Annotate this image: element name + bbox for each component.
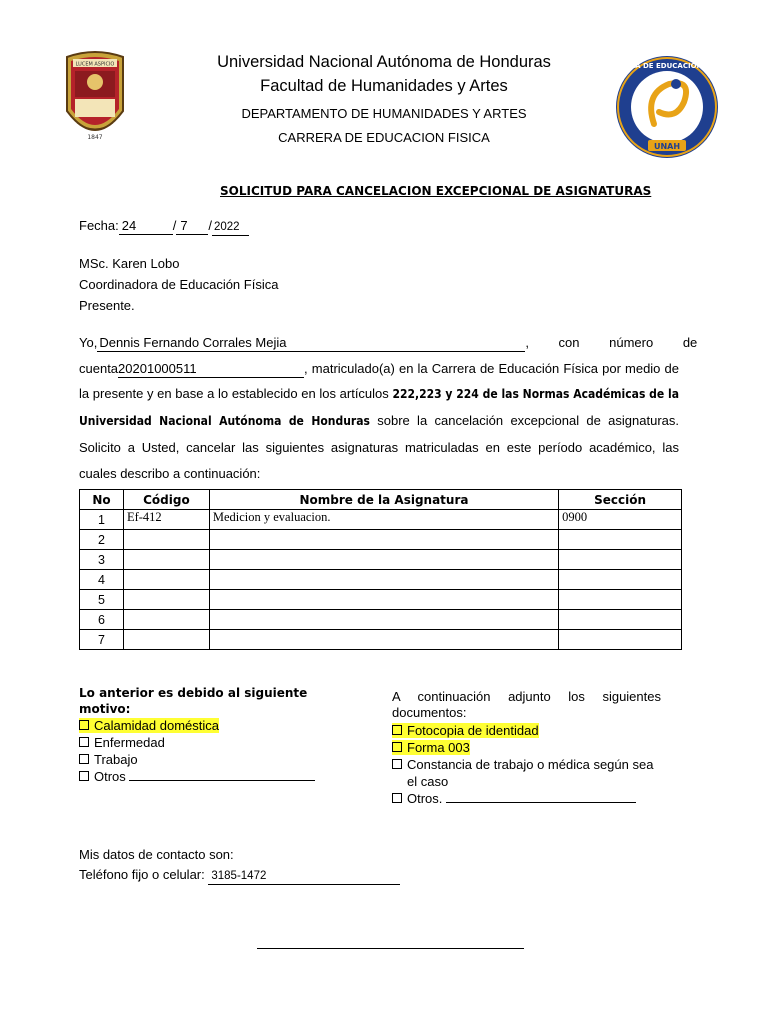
date-label: Fecha: <box>79 218 119 233</box>
nombre-cell[interactable] <box>209 590 558 610</box>
svg-text:LUCEM ASPICIO: LUCEM ASPICIO <box>75 61 115 68</box>
account-text <box>79 356 679 487</box>
contact-heading: Mis datos de contacto son: <box>79 847 234 862</box>
student-line <box>79 330 698 356</box>
codigo-cell[interactable] <box>123 550 209 570</box>
codigo-cell[interactable] <box>123 610 209 630</box>
date-month-field[interactable]: 7 <box>176 218 208 235</box>
phone-label: Teléfono fijo o celular: <box>79 867 205 882</box>
table-row <box>80 510 682 530</box>
department-name: DEPARTAMENTO DE HUMANIDADES Y ARTES <box>241 106 527 121</box>
row-number: 3 <box>80 550 124 570</box>
date-year-field[interactable]: 2022 <box>212 219 249 236</box>
seccion-cell[interactable] <box>559 550 682 570</box>
reasons-section <box>79 685 319 785</box>
row-number: 1 <box>80 510 124 530</box>
seccion-cell[interactable] <box>559 630 682 650</box>
codigo-cell[interactable] <box>123 630 209 650</box>
career-name: CARRERA DE EDUCACION FISICA <box>278 130 490 145</box>
checkbox-icon[interactable] <box>79 737 89 747</box>
cuenta-label: cuenta <box>79 360 119 376</box>
doc-option-constancia[interactable]: Constancia de trabajo o médica según sea <box>392 756 661 773</box>
row-number: 7 <box>80 630 124 650</box>
account-number-field[interactable]: 20201000511 <box>118 361 304 378</box>
header-seccion: Sección <box>559 490 682 510</box>
nombre-cell[interactable] <box>209 570 558 590</box>
date-day-field[interactable]: 24 <box>119 218 173 235</box>
seccion-cell[interactable] <box>559 570 682 590</box>
reason-option-otros[interactable]: Otros <box>79 768 319 785</box>
paragraph-text-1: , matriculado(a) en la Carrera de Educación Física por medio de la presente y en base a lo establecido en los artículos <box>79 360 679 402</box>
form-title: SOLICITUD PARA CANCELACION EXCEPCIONAL DE ASIGNATURAS <box>220 184 652 198</box>
row-number: 5 <box>80 590 124 610</box>
paragraph-bold-articles: 222,223 y 224 de las Normas Académicas de la Universidad Nacional Autónoma de Honduras <box>79 387 680 429</box>
table-row <box>80 610 682 630</box>
faculty-name: Facultad de Humanidades y Artes <box>260 77 508 95</box>
svg-text:1847: 1847 <box>87 134 103 141</box>
phone-field[interactable]: 3185-1472 <box>208 868 400 885</box>
header-no: No <box>80 490 124 510</box>
codigo-cell[interactable] <box>123 590 209 610</box>
checkbox-icon[interactable] <box>79 720 89 730</box>
table-row <box>80 630 682 650</box>
doc-option-identidad[interactable]: Fotocopia de identidad <box>392 722 661 739</box>
doc-option-otros[interactable]: Otros. <box>392 790 661 807</box>
table-header-row <box>80 490 682 510</box>
paragraph-text-2: sobre la cancelación excepcional de asignaturas. Solicito a Usted, cancelar las siguientes asignaturas matriculadas en este período académico, las cuales describo a continuación: <box>79 413 679 481</box>
recipient-name: MSc. Karen Lobo <box>79 256 180 271</box>
doc-option-constancia-cont: el caso <box>407 774 449 789</box>
row-number: 2 <box>80 530 124 550</box>
table-row <box>80 590 682 610</box>
codigo-cell[interactable]: Ef-412 <box>123 510 209 530</box>
nombre-cell[interactable] <box>209 610 558 630</box>
date-line <box>79 218 249 236</box>
header-codigo: Código <box>123 490 209 510</box>
nombre-cell[interactable] <box>209 550 558 570</box>
reason-option-calamidad[interactable]: Calamidad doméstica <box>79 717 319 734</box>
codigo-cell[interactable] <box>123 570 209 590</box>
con-numero-text: , con número de <box>525 335 698 350</box>
signature-line[interactable] <box>257 948 524 949</box>
student-name-field[interactable]: Dennis Fernando Corrales Mejia <box>97 335 525 352</box>
nombre-cell[interactable]: Medicion y evaluacion. <box>209 510 558 530</box>
request-paragraph <box>79 330 698 486</box>
reason-option-trabajo[interactable]: Trabajo <box>79 751 319 768</box>
checkbox-icon[interactable] <box>392 793 402 803</box>
recipient-closing: Presente. <box>79 298 135 313</box>
svg-text:CARRERA DE EDUCACIÓN FÍSICA: CARRERA DE EDUCACIÓN FÍSICA <box>603 62 731 70</box>
documents-section <box>392 689 661 807</box>
table-row <box>80 550 682 570</box>
checkbox-icon[interactable] <box>79 771 89 781</box>
reasons-heading-1: Lo anterior es debido al siguiente <box>79 686 308 700</box>
header-nombre: Nombre de la Asignatura <box>209 490 558 510</box>
table-row <box>80 530 682 550</box>
seccion-cell[interactable] <box>559 610 682 630</box>
yo-label: Yo, <box>79 335 98 350</box>
checkbox-icon[interactable] <box>79 754 89 764</box>
table-row <box>80 570 682 590</box>
subjects-table <box>79 489 682 650</box>
date-separator: / <box>172 218 177 233</box>
otros-reason-field[interactable] <box>129 780 315 781</box>
recipient-role: Coordinadora de Educación Física <box>79 277 279 292</box>
row-number: 6 <box>80 610 124 630</box>
university-name: Universidad Nacional Autónoma de Honduras <box>217 53 551 71</box>
doc-option-forma003[interactable]: Forma 003 <box>392 739 661 756</box>
svg-text:UNAH: UNAH <box>653 142 681 151</box>
seccion-cell[interactable] <box>559 530 682 550</box>
checkbox-icon[interactable] <box>392 759 402 769</box>
contact-phone-line <box>79 867 400 885</box>
nombre-cell[interactable] <box>209 530 558 550</box>
seccion-cell[interactable] <box>559 590 682 610</box>
codigo-cell[interactable] <box>123 530 209 550</box>
date-separator: / <box>208 218 212 233</box>
checkbox-icon[interactable] <box>392 725 402 735</box>
nombre-cell[interactable] <box>209 630 558 650</box>
reason-option-enfermedad[interactable]: Enfermedad <box>79 734 319 751</box>
reasons-heading-2: motivo: <box>79 702 131 716</box>
otros-documents-field[interactable] <box>446 802 636 803</box>
seccion-cell[interactable]: 0900 <box>559 510 682 530</box>
documents-intro: A continuación adjunto los siguientes documentos: <box>392 689 661 720</box>
row-number: 4 <box>80 570 124 590</box>
checkbox-icon[interactable] <box>392 742 402 752</box>
